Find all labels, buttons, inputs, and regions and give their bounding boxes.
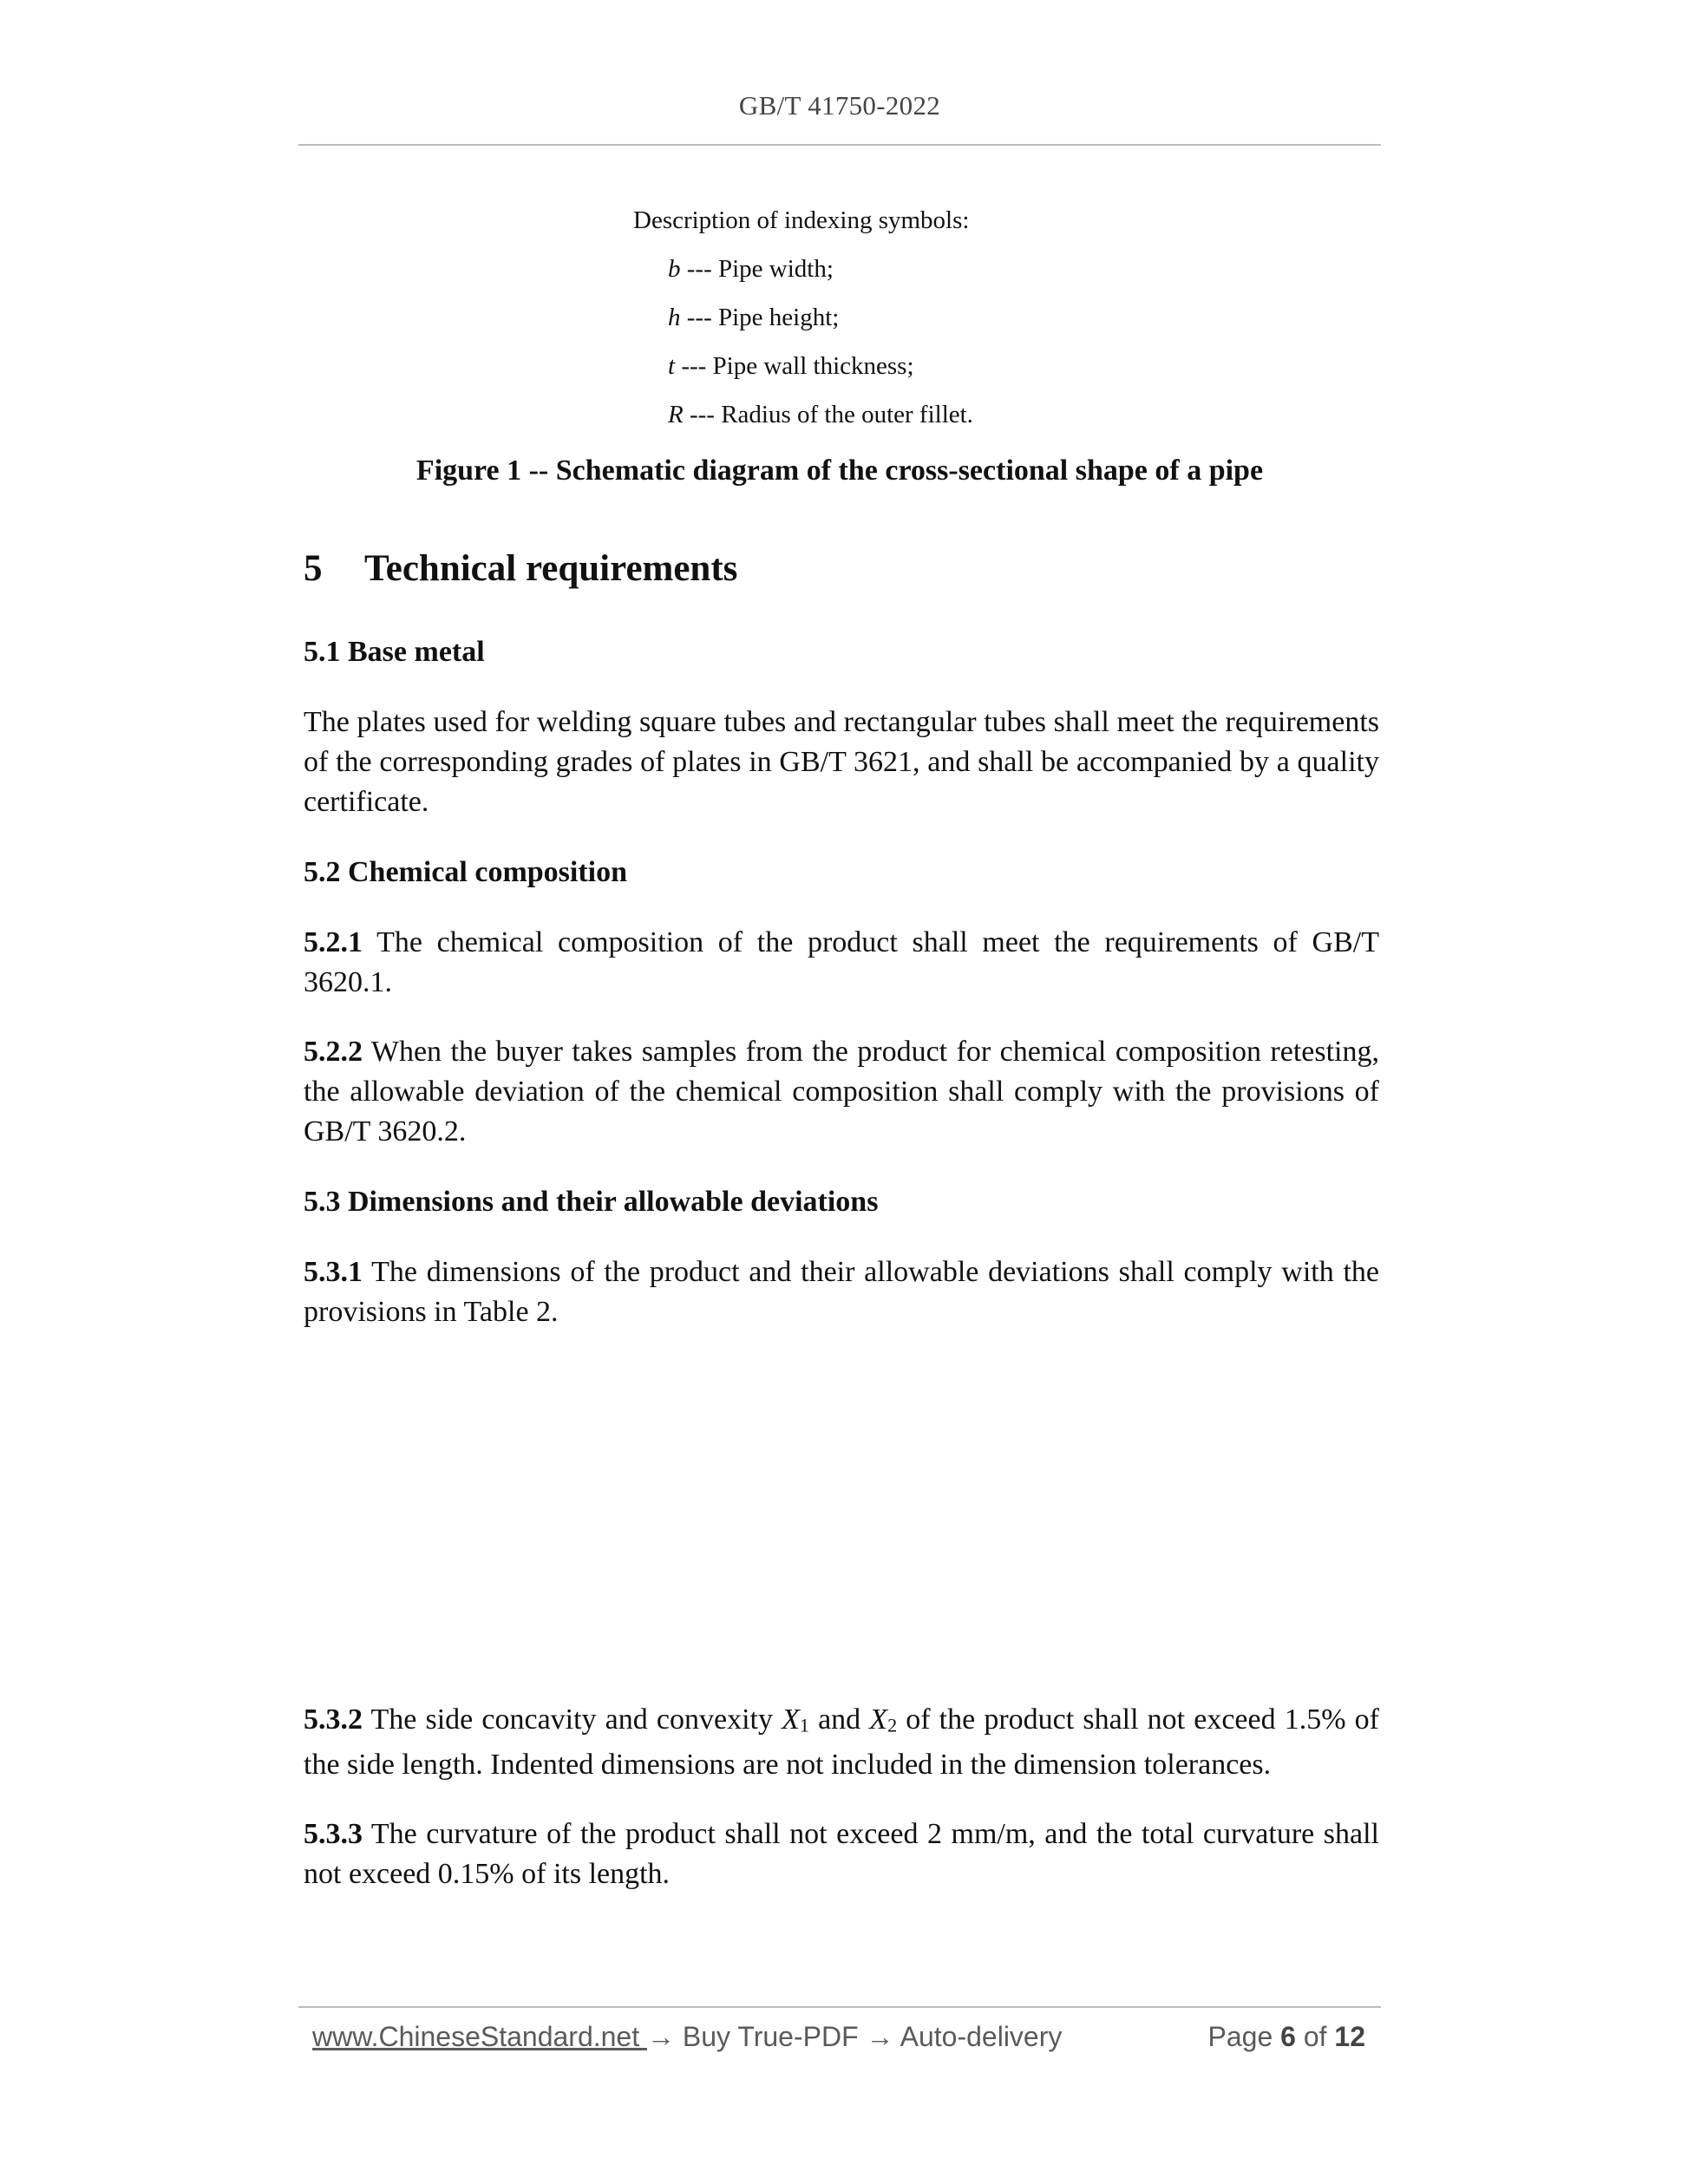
clause-number: 5.3.1 — [304, 1256, 363, 1288]
clause-text: The curvature of the product shall not exceed 2 mm/m, and the total curvature shall not exceed 0.15% of its length. — [304, 1818, 1379, 1891]
subsection-heading: 5.2 Chemical composition — [304, 856, 628, 888]
page-footer — [312, 2021, 1371, 2053]
legend-item — [633, 293, 973, 342]
legend-symbol: b — [668, 255, 681, 283]
clause-text: The chemical composition of the product shall meet the requirements of GB/T 3620.1. — [304, 926, 1379, 998]
page-label: Page — [1207, 2021, 1281, 2052]
legend-title: Description of indexing symbols: — [633, 206, 970, 234]
paragraph — [304, 1032, 1379, 1152]
section-title: Technical requirements — [364, 548, 738, 589]
clause-text: The dimensions of the product and their allowable deviations shall comply with the provisions in Table 2. — [304, 1256, 1379, 1328]
section-number: 5 — [304, 548, 323, 589]
paragraph — [304, 923, 1379, 1003]
paragraph: The plates used for welding square tubes and rectangular tubes shall meet the requirements of the corresponding grades of plates in GB/T 3621, and shall be accompanied by a quality certificate. — [304, 706, 1379, 818]
table-placeholder-space — [304, 1332, 1379, 1700]
page-header — [298, 90, 1381, 121]
total-pages: 12 — [1334, 2021, 1365, 2052]
variable-x: X — [782, 1703, 800, 1736]
clause-number: 5.3.3 — [304, 1818, 363, 1851]
section-heading — [304, 538, 1379, 600]
legend-item — [633, 342, 973, 390]
document-body — [304, 538, 1379, 1894]
legend-item — [633, 245, 973, 293]
of-label: of — [1295, 2021, 1335, 2052]
legend-symbol: h — [668, 304, 681, 331]
variable-x: X — [869, 1703, 888, 1736]
current-page: 6 — [1280, 2021, 1296, 2052]
clause-text: The side concavity and convexity — [363, 1703, 782, 1736]
subsection-heading: 5.3 Dimensions and their allowable deviations — [304, 1186, 879, 1218]
footer-divider — [298, 2006, 1381, 2008]
legend-symbol: t — [668, 352, 676, 380]
header-divider — [298, 144, 1381, 146]
paragraph — [304, 1252, 1379, 1332]
clause-number: 5.2.2 — [304, 1036, 363, 1068]
standard-code: GB/T 41750-2022 — [738, 90, 941, 121]
legend-symbol: R — [668, 401, 684, 428]
subscript: 1 — [799, 1714, 809, 1736]
website-link[interactable]: www.ChineseStandard.net — [312, 2021, 647, 2052]
page-indicator — [1208, 2021, 1365, 2053]
legend-text: --- Pipe height; — [680, 304, 840, 331]
clause-number: 5.2.1 — [304, 926, 363, 958]
footer-tagline: → Buy True-PDF → Auto-delivery — [647, 2021, 1063, 2052]
legend-text: --- Pipe wall thickness; — [675, 352, 914, 380]
clause-text: of the product shall not exceed 1.5% of the side length. Indented dimensions are not included in the dimension tolerances. — [304, 1703, 1380, 1782]
paragraph — [304, 1815, 1379, 1894]
legend-text: --- Pipe width; — [680, 255, 834, 283]
legend-text: --- Radius of the outer fillet. — [683, 401, 973, 428]
paragraph — [304, 1700, 1379, 1785]
clause-text: When the buyer takes samples from the product for chemical composition retesting, the allowable deviation of the chemical composition shall comply with the provisions of GB/T 3620.2. — [304, 1036, 1379, 1148]
subscript: 2 — [887, 1714, 898, 1736]
subsection-heading: 5.1 Base metal — [304, 636, 485, 668]
figure-caption: Figure 1 -- Schematic diagram of the cross-sectional shape of a pipe — [415, 454, 1264, 487]
clause-text: and — [808, 1703, 870, 1736]
symbol-legend — [633, 196, 973, 439]
legend-item — [633, 390, 973, 439]
clause-number: 5.3.2 — [304, 1703, 363, 1736]
